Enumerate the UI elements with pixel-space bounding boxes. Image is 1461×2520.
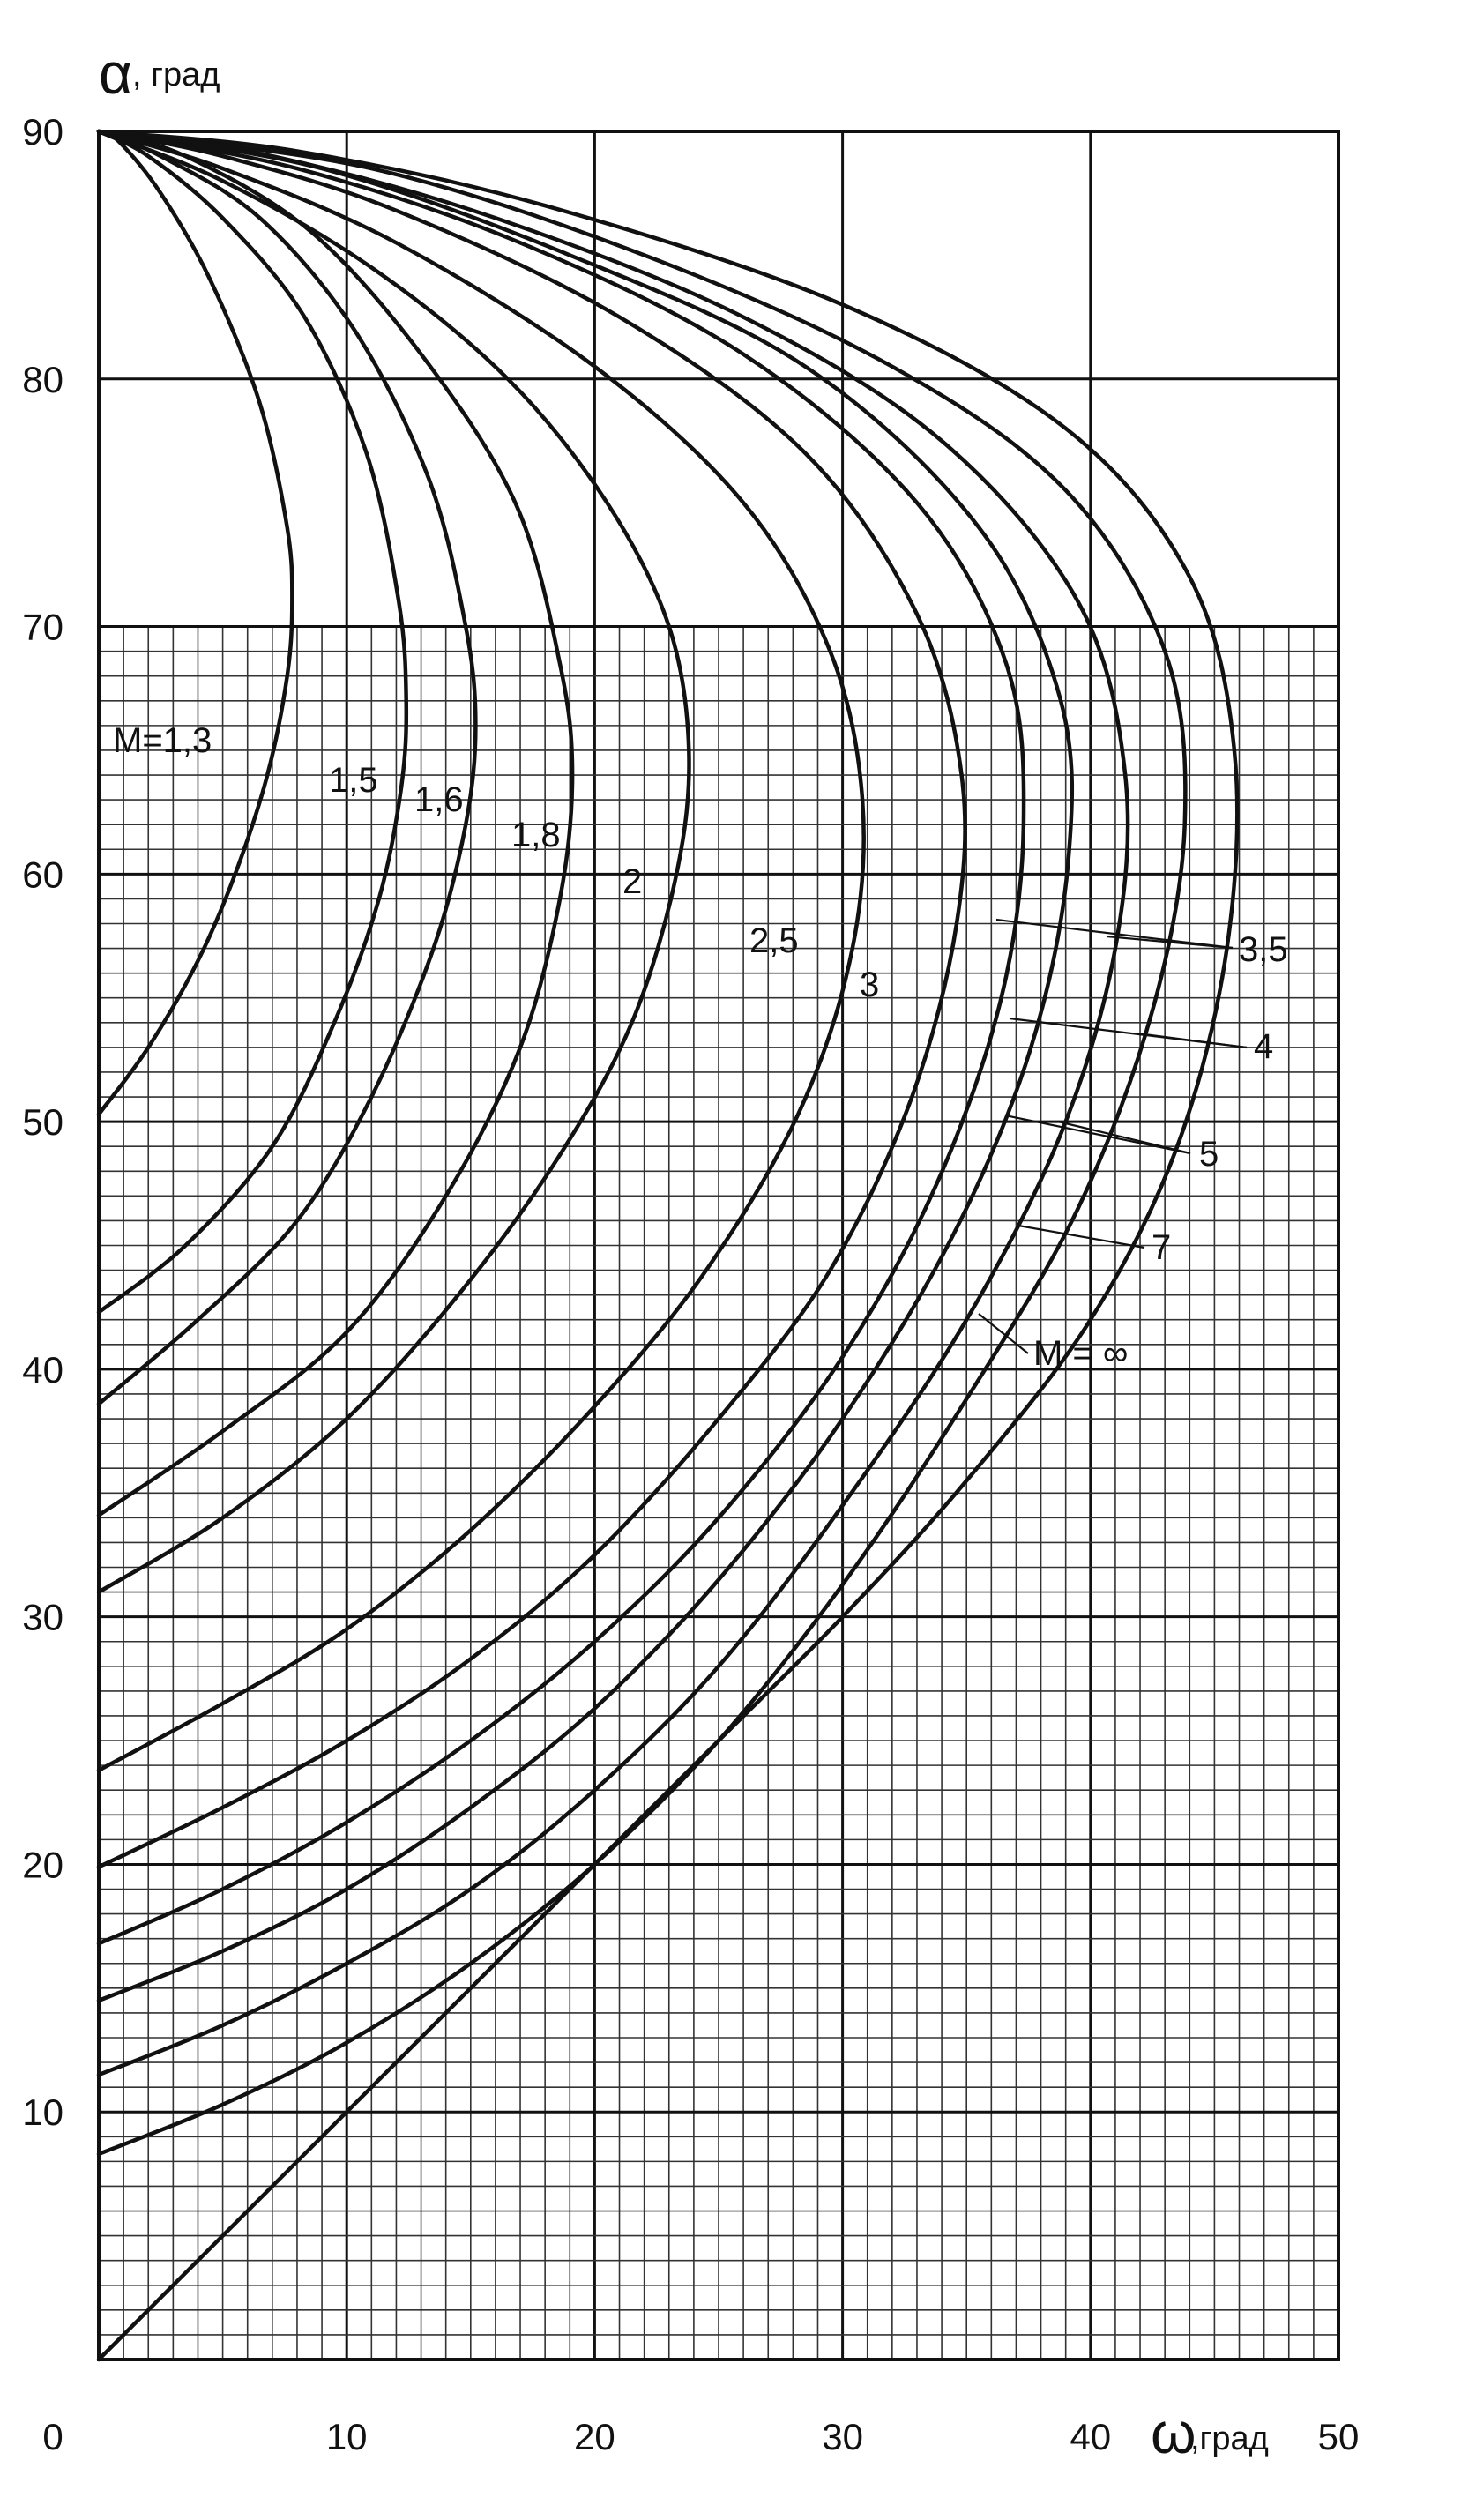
curve-label: 3,5 <box>1239 930 1288 969</box>
y-axis-unit: , град <box>132 56 220 93</box>
curve-8 <box>99 131 1072 2001</box>
x-tick-label: 30 <box>822 2416 863 2457</box>
curve-label: 4 <box>1254 1027 1274 1066</box>
curve-7 <box>99 131 1024 1943</box>
curve-label: 1,5 <box>329 761 378 800</box>
curve-label: 1,8 <box>511 816 561 854</box>
label-leader <box>1058 1122 1190 1153</box>
y-tick-label: 70 <box>22 606 63 648</box>
label-leader <box>1018 1226 1144 1248</box>
y-tick-label: 20 <box>22 1844 63 1886</box>
curve-3 <box>99 131 572 1516</box>
x-tick-label: 10 <box>325 2416 368 2457</box>
x-tick-label: 50 <box>1317 2416 1360 2457</box>
y-tick-label: 40 <box>22 1348 63 1390</box>
label-leader <box>1137 1033 1247 1048</box>
x-axis-symbol: ω <box>1151 2400 1196 2465</box>
y-tick-label: 90 <box>22 111 63 153</box>
curve-0 <box>99 131 292 1115</box>
x-tick-label: 0 <box>42 2416 63 2457</box>
y-tick-label: 10 <box>22 2091 63 2134</box>
curve-9 <box>99 131 1128 2075</box>
curve-label: 1,6 <box>414 780 464 819</box>
curve-2 <box>99 131 475 1404</box>
curve-4 <box>99 131 690 1592</box>
curve-label: M=1,3 <box>113 721 212 760</box>
x-tick-label: 20 <box>574 2416 615 2457</box>
curve-label: 2 <box>622 862 643 901</box>
curve-label: 5 <box>1199 1135 1219 1174</box>
y-tick-label: 80 <box>22 358 63 400</box>
x-axis-unit: ,град <box>1190 2420 1269 2457</box>
curve-label: 2,5 <box>749 921 799 960</box>
curve-label: M = ∞ <box>1033 1334 1129 1373</box>
curve-6 <box>99 131 965 1867</box>
y-axis-symbol: α <box>99 41 133 106</box>
curve-label: 7 <box>1152 1228 1172 1267</box>
curve-10 <box>99 131 1185 2154</box>
x-tick-label: 40 <box>1070 2416 1112 2457</box>
y-tick-label: 30 <box>22 1596 63 1638</box>
curve-label: 3 <box>860 966 880 1004</box>
y-tick-label: 50 <box>22 1101 63 1144</box>
y-tick-label: 60 <box>22 854 63 896</box>
